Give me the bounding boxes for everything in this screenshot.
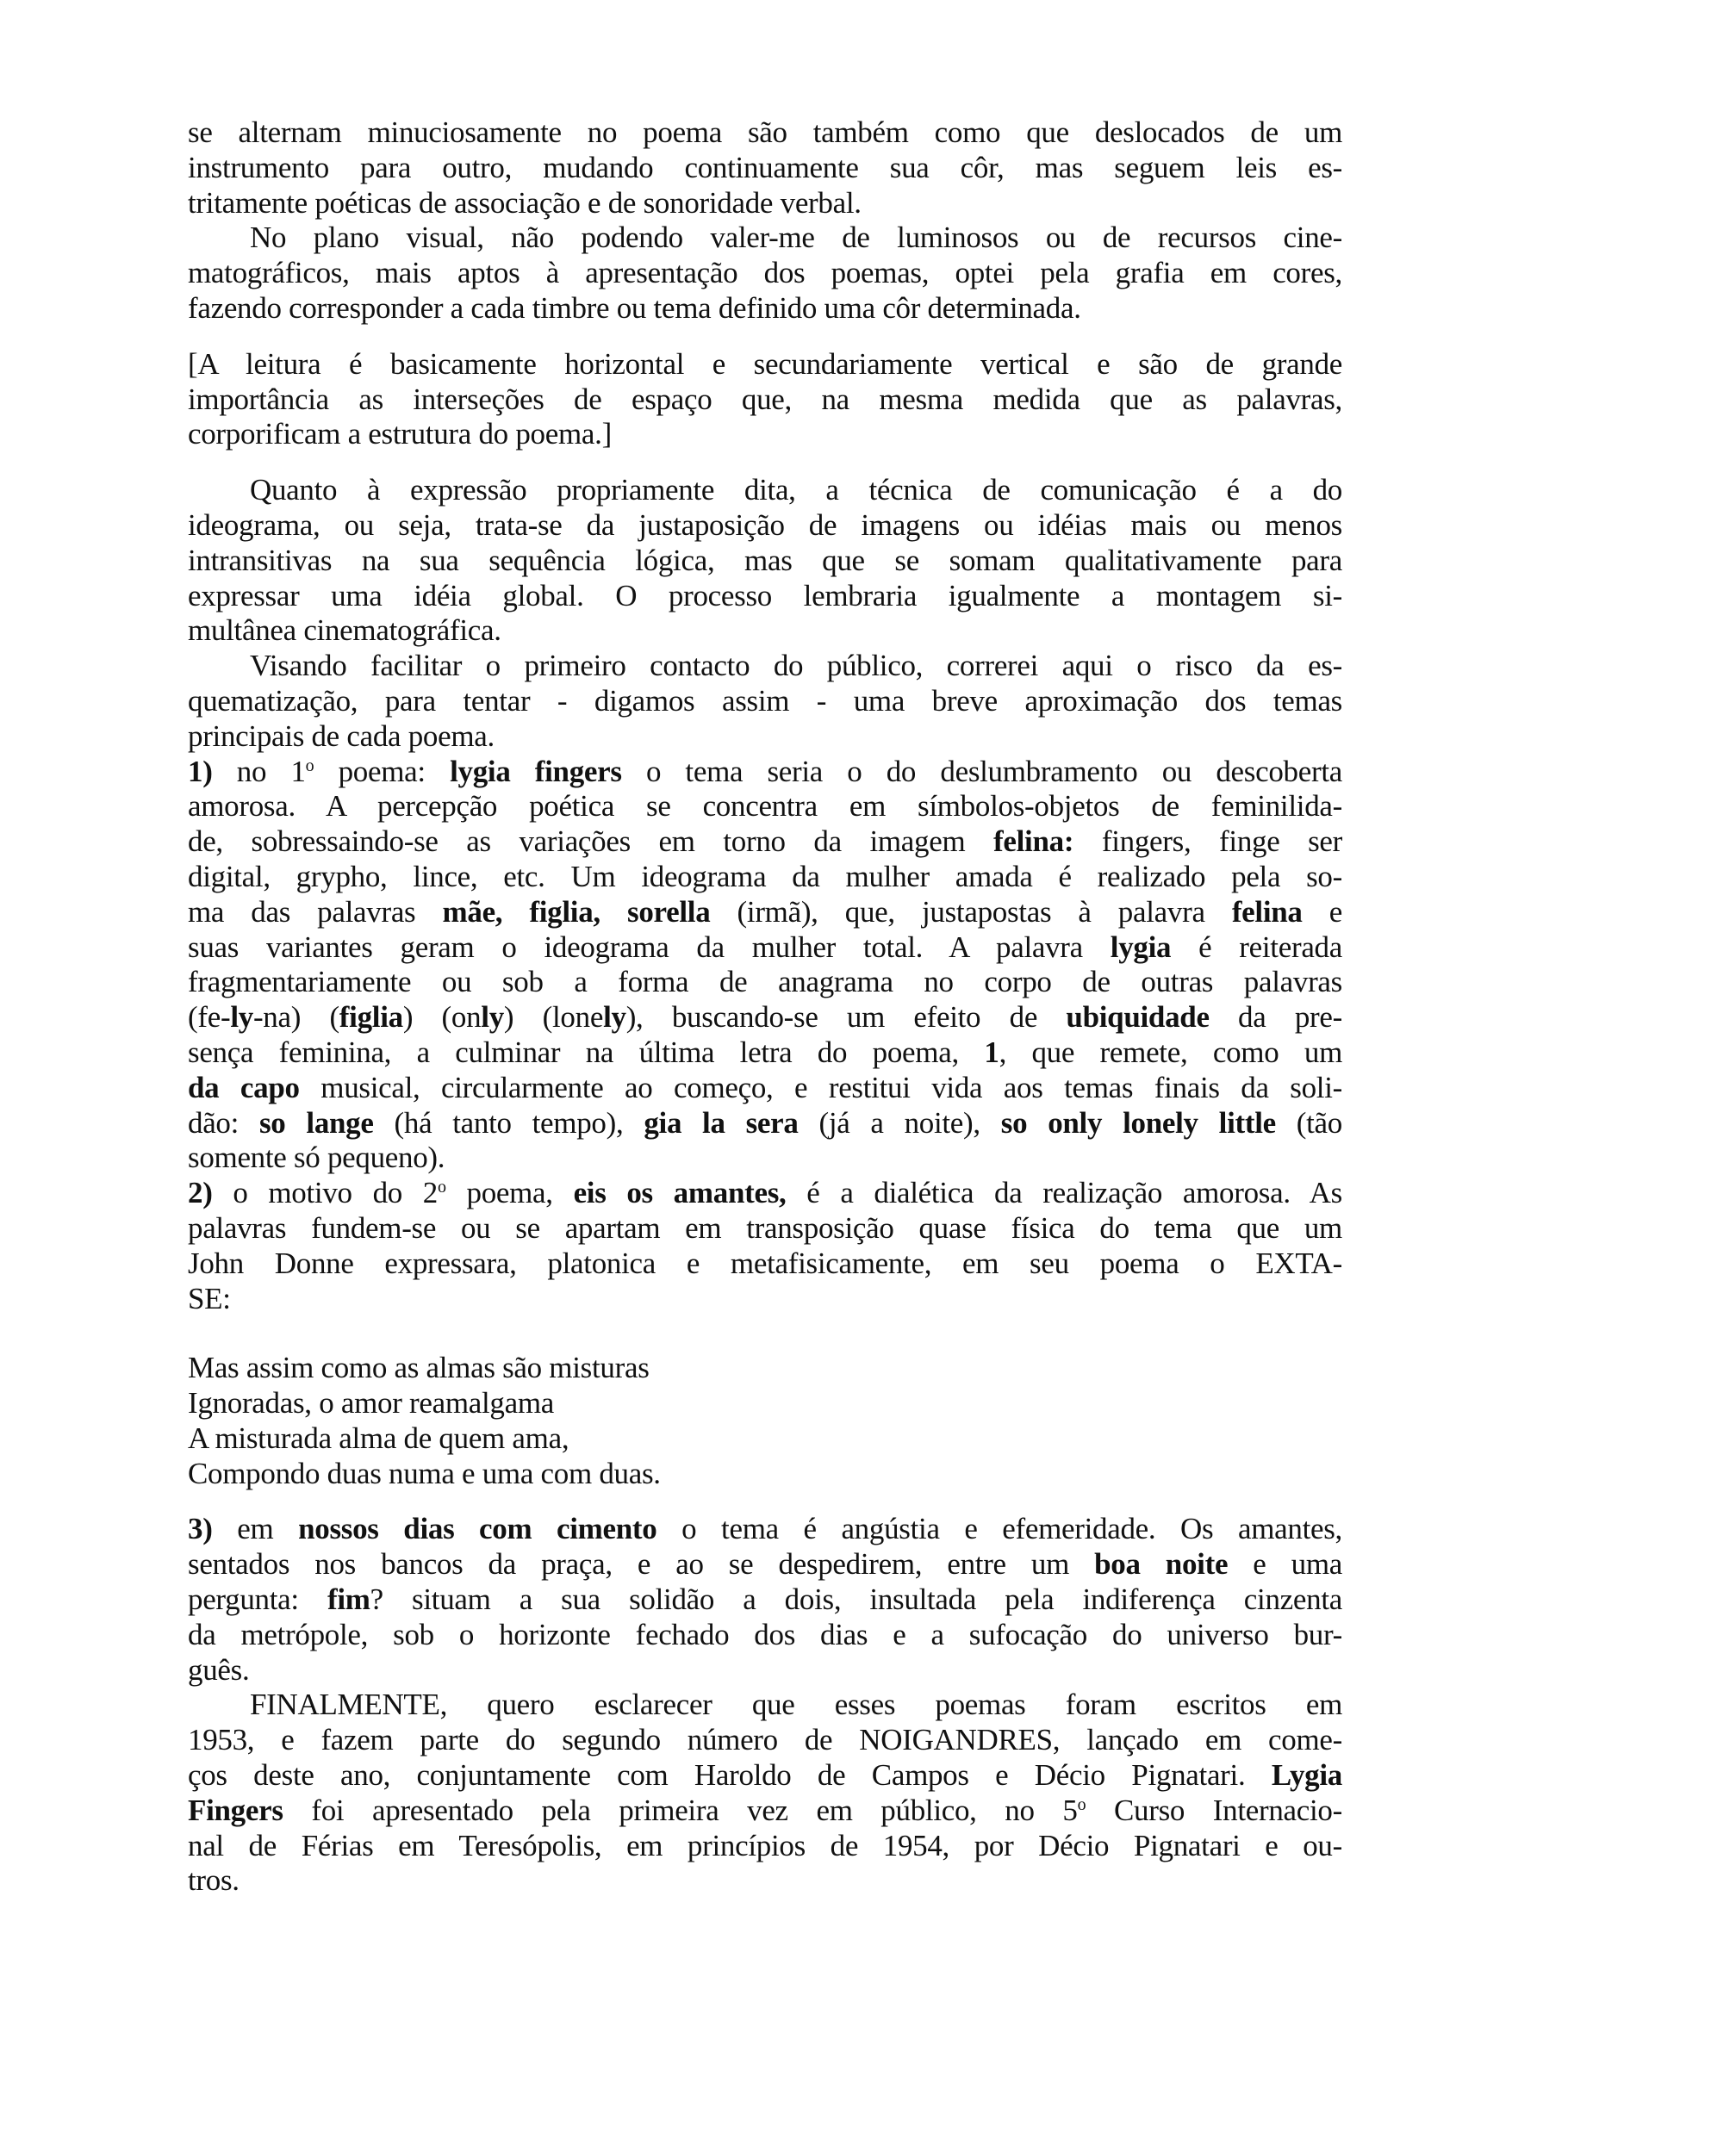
- poem-title: eis os amantes,: [573, 1176, 787, 1210]
- list-item-3: [188, 1512, 1342, 1688]
- text-span: fingers, finge ser: [1073, 824, 1343, 859]
- text-line: No plano visual, não podendo valer-me de luminosos ou de recursos cine-: [250, 221, 1342, 255]
- text-span: pergunta:: [188, 1582, 328, 1617]
- text-span: (fe-: [188, 1000, 231, 1035]
- text-span: ços deste ano, conjuntamente com Haroldo de Campos e Décio Pignatari.: [188, 1758, 1272, 1793]
- verse-quotation: [188, 1351, 1342, 1491]
- text-line: guês.: [188, 1652, 250, 1687]
- text-line: intransitivas na sua sequência lógica, mas que se somam qualitativamente para: [188, 543, 1342, 577]
- text-span: (tão: [1275, 1105, 1342, 1140]
- item-number: 2): [188, 1176, 213, 1210]
- emphasis: so only lonely little: [1000, 1105, 1276, 1140]
- text-line: corporificam a estrutura do poema.]: [188, 417, 612, 451]
- emphasis: Fingers: [188, 1793, 283, 1827]
- text-span: (irmã), que, justapostas à palavra: [710, 894, 1232, 929]
- text-line: ideograma, ou seja, trata-se da justaposição de imagens ou idéias mais ou menos: [188, 507, 1342, 542]
- text-line: multânea cinematográfica.: [188, 613, 501, 648]
- text-line: [188, 755, 1342, 790]
- text-span: Curso Internacio-: [1086, 1793, 1342, 1827]
- text-line: Quanto à expressão propriamente dita, a técnica de comunicação é a do: [250, 473, 1342, 507]
- text-line: fazendo corresponder a cada timbre ou tema definido uma côr determinada.: [188, 290, 1081, 325]
- text-span: e: [1302, 894, 1342, 929]
- ordinal-indicator: o: [305, 755, 314, 775]
- text-line: se alternam minuciosamente no poema são também como que deslocados de um: [188, 115, 1342, 149]
- paragraph-5: [188, 649, 1342, 754]
- paragraph-2: [188, 221, 1342, 326]
- emphasis: mãe, figlia, sorella: [442, 894, 711, 929]
- text-line: da metrópole, sob o horizonte fechado dos dias e a sufocação do universo bur-: [188, 1617, 1342, 1651]
- text-line: John Donne expressara, platonica e metafisicamente, em seu poema o EXTA-: [188, 1246, 1342, 1280]
- text-span: o tema seria o do deslumbramento ou descoberta: [621, 754, 1342, 788]
- text-span: em: [212, 1512, 299, 1546]
- text-span: poema,: [445, 1176, 574, 1210]
- text-line: [188, 1000, 1342, 1035]
- text-line: 1953, e fazem parte do segundo número de NOIGANDRES, lançado em come-: [188, 1723, 1342, 1757]
- poem-title: lygia fingers: [450, 754, 622, 788]
- emphasis: da capo: [188, 1070, 300, 1104]
- emphasis: so lange: [258, 1105, 374, 1140]
- text-span: -na) (: [252, 1000, 339, 1035]
- text-line: [188, 1106, 1342, 1141]
- text-line: amorosa. A percepção poética se concentra em símbolos-objetos de feminilida-: [188, 789, 1342, 824]
- text-span: , que remete, como um: [999, 1035, 1342, 1069]
- text-line: Visando facilitar o primeiro contacto do público, correrei aqui o risco da es-: [250, 649, 1342, 683]
- emphasis: felina: [1231, 894, 1303, 929]
- text-line: [188, 1794, 1342, 1829]
- text-span: ma das palavras: [188, 894, 443, 929]
- text-line: [188, 1035, 1342, 1071]
- text-line: [188, 930, 1342, 966]
- paragraph-3-bracketed: [188, 347, 1342, 452]
- text-span: sença feminina, a culminar na última letra do poema,: [188, 1035, 985, 1069]
- ordinal-indicator: o: [1077, 1794, 1086, 1814]
- text-line: palavras fundem-se ou se apartam em transposição quase física do tema que um: [188, 1210, 1342, 1245]
- text-line: [A leitura é basicamente horizontal e secundariamente vertical e são de grande: [188, 346, 1342, 381]
- verse-line: Compondo duas numa e uma com duas.: [188, 1456, 661, 1490]
- text-line: instrumento para outro, mudando continuamente sua côr, mas seguem leis es-: [188, 150, 1342, 184]
- emphasis: boa noite: [1094, 1547, 1229, 1582]
- text-line: [188, 1512, 1342, 1547]
- text-span: o motivo do 2: [212, 1176, 438, 1210]
- list-item-1: [188, 755, 1342, 1177]
- text-span: dão:: [188, 1105, 259, 1140]
- text-line: fragmentariamente ou sob a forma de anagrama no corpo de outras palavras: [188, 965, 1342, 999]
- emphasis: ubiquidade: [1066, 1000, 1210, 1035]
- text-line: [188, 895, 1342, 930]
- text-span: é reiterada: [1171, 930, 1342, 964]
- text-line: [188, 1176, 1342, 1211]
- emphasis: felina:: [993, 824, 1074, 859]
- paragraph-1: [188, 115, 1342, 221]
- verse-line: A misturada alma de quem ama,: [188, 1421, 569, 1455]
- text-span: da pre-: [1209, 1000, 1342, 1035]
- verse-line: Ignoradas, o amor reamalgama: [188, 1386, 555, 1421]
- emphasis: Lygia: [1271, 1758, 1342, 1793]
- text-line: digital, grypho, lince, etc. Um ideograma da mulher amada é realizado pela so-: [188, 859, 1342, 893]
- text-line: tros.: [188, 1863, 240, 1898]
- text-span: ) (lone: [503, 1000, 604, 1035]
- emphasis: lygia: [1110, 930, 1172, 964]
- paragraph-4: [188, 473, 1342, 649]
- text-span: o tema é angústia e efemeridade. Os amantes,: [656, 1512, 1343, 1546]
- text-span: foi apresentado pela primeira vez em público, no 5: [283, 1793, 1078, 1827]
- emphasis: gia la sera: [644, 1105, 799, 1140]
- text-line: somente só pequeno).: [188, 1141, 445, 1175]
- text-span: poema:: [314, 754, 451, 788]
- text-line: [188, 1582, 1342, 1618]
- verse-line: Mas assim como as almas são misturas: [188, 1351, 650, 1385]
- text-line: matográficos, mais aptos à apresentação dos poemas, optei pela grafia em cores,: [188, 256, 1342, 290]
- text-span: sentados nos bancos da praça, e ao se despedirem, entre um: [188, 1547, 1095, 1582]
- text-line: quematização, para tentar - digamos assim - uma breve aproximação dos temas: [188, 683, 1342, 718]
- poem-title: nossos dias com cimento: [298, 1512, 657, 1546]
- text-line: FINALMENTE, quero esclarecer que esses poemas foram escritos em: [250, 1688, 1342, 1722]
- text-span: no 1: [212, 754, 306, 788]
- text-span: é a dialética da realização amorosa. As: [786, 1176, 1342, 1210]
- emphasis: ly: [481, 1000, 504, 1035]
- text-span: ), buscando-se um efeito de: [625, 1000, 1067, 1035]
- text-span: de, sobressaindo-se as variações em torno da imagem: [188, 824, 994, 859]
- list-item-2: [188, 1176, 1342, 1316]
- paragraph-final: [188, 1688, 1342, 1899]
- text-line: [188, 1758, 1342, 1794]
- text-line: SE:: [188, 1281, 231, 1315]
- text-span: e uma: [1228, 1547, 1342, 1582]
- text-span: ) (on: [402, 1000, 482, 1035]
- text-span: (já a noite),: [798, 1105, 1001, 1140]
- text-span: musical, circularmente ao começo, e restitui vida aos temas finais da soli-: [299, 1070, 1342, 1104]
- emphasis: fim: [327, 1582, 370, 1617]
- text-line: importância as interseções de espaço que, na mesma medida que as palavras,: [188, 382, 1342, 416]
- document-page: [188, 115, 1342, 1899]
- text-line: principais de cada poema.: [188, 718, 495, 753]
- text-line: tritamente poéticas de associação e de sonoridade verbal.: [188, 185, 862, 220]
- text-line: expressar uma idéia global. O processo lembraria igualmente a montagem si-: [188, 578, 1342, 612]
- text-span: suas variantes geram o ideograma da mulher total. A palavra: [188, 930, 1111, 964]
- ordinal-indicator: o: [437, 1178, 446, 1197]
- emphasis: figlia: [339, 1000, 403, 1035]
- emphasis: 1: [984, 1035, 999, 1069]
- text-line: [188, 1071, 1342, 1106]
- item-number: 1): [188, 754, 213, 788]
- item-number: 3): [188, 1512, 213, 1546]
- emphasis: ly: [603, 1000, 626, 1035]
- text-line: nal de Férias em Teresópolis, em princípios de 1954, por Décio Pignatari e ou-: [188, 1828, 1342, 1862]
- text-span: ? situam a sua solidão a dois, insultada pela indiferença cinzenta: [370, 1582, 1342, 1617]
- text-line: [188, 824, 1342, 860]
- emphasis: ly: [230, 1000, 253, 1035]
- text-line: [188, 1547, 1342, 1582]
- text-span: (há tanto tempo),: [373, 1105, 644, 1140]
